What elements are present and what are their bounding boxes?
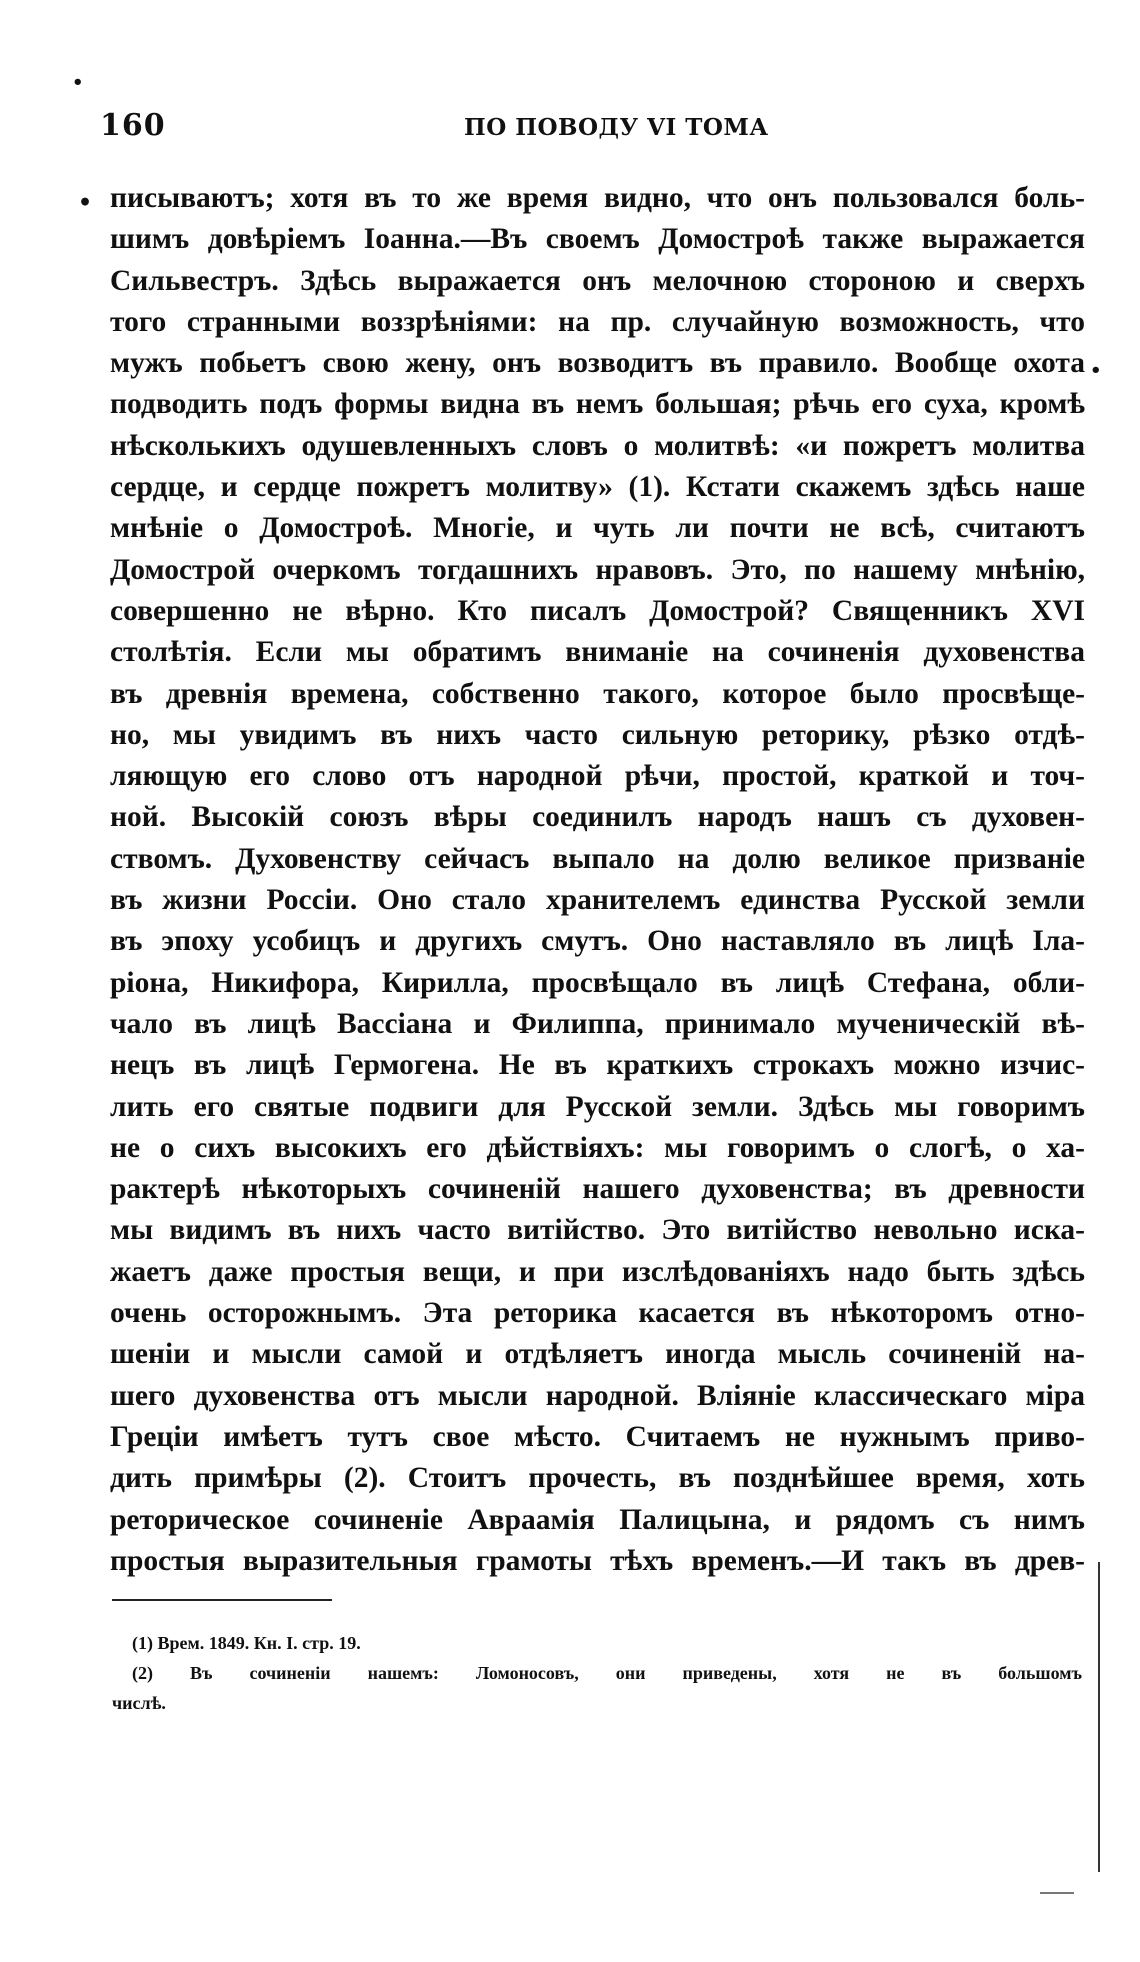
text-line: ляющую его слово отъ народной рѣчи, простой, краткой и точ-	[110, 760, 1085, 793]
page-edge-line	[1098, 1562, 1100, 1872]
text-line: реторическое сочиненіе Авраамія Палицына, и рядомъ съ нимъ	[110, 1503, 1085, 1536]
text-line: въ жизни Россіи. Оно стало хранителемъ единства Русской земли	[110, 884, 1085, 917]
text-line: мужъ побьетъ свою жену, онъ возводитъ въ правило. Вообще охота	[110, 347, 1085, 380]
text-line: шимъ довѣріемъ Іоанна.—Въ своемъ Домостроѣ также выражается	[110, 223, 1085, 256]
footnote-2: (2) Въ сочиненіи нашемъ: Ломоносовъ, они приведены, хотя не въ большомъ	[132, 1663, 1082, 1683]
text-line: нѣсколькихъ одушевленныхъ словъ о молитвѣ: «и пожретъ молитва	[110, 429, 1085, 462]
text-line: того странными воззрѣніями: на пр. случайную возможность, что	[110, 305, 1085, 338]
text-line: совершенно не вѣрно. Кто писалъ Домострой? Священникъ XVI	[110, 594, 1085, 627]
text-line: Домострой очеркомъ тогдашнихъ нравовъ. Это, по нашему мнѣнію,	[110, 553, 1085, 586]
footnotes	[112, 1628, 1082, 1718]
margin-dot-right: •	[1090, 360, 1102, 381]
text-line: Сильвестръ. Здѣсь выражается онъ мелочною стороною и сверхъ	[110, 264, 1085, 297]
text-line: въ древнія времена, собственно такого, которое было просвѣще-	[110, 677, 1085, 710]
text-line: жаетъ даже простыя вещи, и при изслѣдованіяхъ надо быть здѣсь	[110, 1255, 1085, 1288]
text-line: шего духовенства отъ мысли народной. Вліяніе классическаго міра	[110, 1379, 1085, 1412]
text-line: сердце, и сердце пожретъ молитву» (1). Кстати скажемъ здѣсь наше	[110, 471, 1085, 504]
text-line: но, мы увидимъ въ нихъ часто сильную реторику, рѣзко отдѣ-	[110, 718, 1085, 751]
text-line: не о сихъ высокихъ его дѣйствіяхъ: мы говоримъ о слогѣ, о ха-	[110, 1131, 1085, 1164]
text-line: ріона, Никифора, Кирилла, просвѣщало въ лицѣ Стефана, обли-	[110, 966, 1085, 999]
text-line: ной. Высокій союзъ вѣры соединилъ народъ нашъ съ духовен-	[110, 801, 1085, 834]
text-line: мнѣніе о Домостроѣ. Многіе, и чуть ли почти не всѣ, считаютъ	[110, 512, 1085, 545]
margin-dot-line1: •	[78, 190, 93, 216]
text-line: мы видимъ въ нихъ часто витійство. Это витійство невольно иска-	[110, 1214, 1085, 1247]
page-number: 160	[100, 108, 166, 143]
text-line: рактерѣ нѣкоторыхъ сочиненій нашего духовенства; въ древности	[110, 1173, 1085, 1206]
footnote-1: (1) Врем. 1849. Кн. I. стр. 19.	[132, 1633, 361, 1653]
text-line: писываютъ; хотя въ то же время видно, что онъ пользовался боль-	[110, 182, 1085, 214]
text-line: ствомъ. Духовенству сейчасъ выпало на долю великое призваніе	[110, 842, 1085, 875]
text-line: въ эпоху усобицъ и другихъ смутъ. Оно наставляло въ лицѣ Іла-	[110, 925, 1085, 958]
page-edge-tick	[1040, 1892, 1074, 1894]
text-line: лить его святые подвиги для Русской земли. Здѣсь мы говоримъ	[110, 1090, 1085, 1123]
body-text	[110, 178, 1085, 1582]
text-line: очень осторожнымъ. Эта реторика касается въ нѣкоторомъ отно-	[110, 1297, 1085, 1330]
footnote-divider	[112, 1599, 332, 1601]
text-line: чало въ лицѣ Вассіана и Филиппа, принимало мученическій вѣ-	[110, 1007, 1085, 1040]
text-line: столѣтія. Если мы обратимъ вниманіе на сочиненія духовенства	[110, 636, 1085, 669]
text-line: шеніи и мысли самой и отдѣляетъ иногда мысль сочиненій на-	[110, 1338, 1085, 1371]
footnote-2-continuation: числѣ.	[112, 1693, 166, 1713]
margin-dot-top: •	[72, 72, 84, 93]
text-line: подводить подъ формы видна въ немъ большая; рѣчь его суха, кромѣ	[110, 388, 1085, 421]
running-title: ПО ПОВОДУ VI ТОМА	[464, 114, 769, 141]
text-line: нецъ въ лицѣ Гермогена. Не въ краткихъ строкахъ можно изчис-	[110, 1049, 1085, 1082]
text-line: простыя выразительныя грамоты тѣхъ временъ.—И такъ въ древ-	[110, 1544, 1085, 1577]
running-head	[100, 108, 1080, 148]
text-line: Греціи имѣетъ тутъ свое мѣсто. Считаемъ не нужнымъ приво-	[110, 1420, 1085, 1453]
text-line: дить примѣры (2). Стоитъ прочесть, въ позднѣйшее время, хоть	[110, 1462, 1085, 1495]
